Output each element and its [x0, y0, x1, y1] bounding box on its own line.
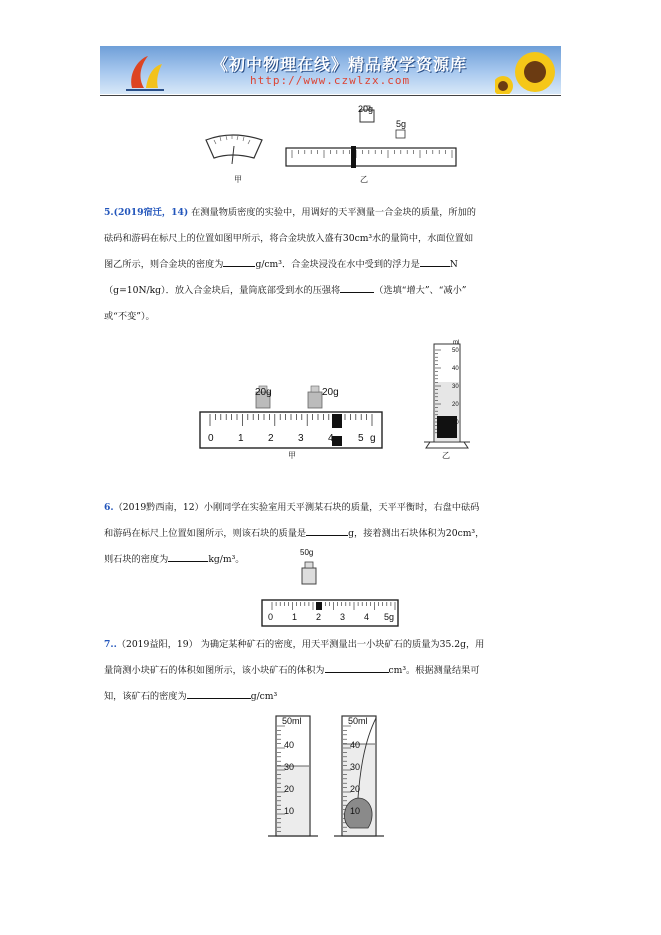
q5-text1: 在测量物质密度的实验中，用调好的天平测量一合金块的质量，所加的	[191, 207, 476, 218]
logo-icon	[122, 52, 168, 92]
q5-text3a: 图乙所示，则合金块的密度为	[104, 259, 224, 270]
q6-text2a: 和游码在标尺上位置如图所示，则该石块的质量是	[104, 528, 307, 539]
cyl5-label-10: 10	[452, 420, 459, 426]
weight-b-knob	[311, 386, 319, 392]
q5-blank-pressure[interactable]	[340, 282, 374, 293]
q6-source: （2019黔西南，12）	[113, 502, 204, 513]
weight-label-5g: 5g	[396, 119, 407, 129]
r7-label-30: 30	[350, 762, 361, 772]
q5-line3	[104, 252, 564, 278]
figure-top	[200, 104, 470, 190]
q5-source: (2019宿迁，14)	[113, 207, 189, 218]
q6-text3b: kg/m³。	[208, 554, 245, 565]
q6-line1	[104, 495, 564, 521]
figure-5-cylinder	[420, 338, 472, 462]
q7-number: 7..	[104, 639, 117, 650]
sunflower-icon	[495, 46, 561, 94]
q5-line2: 砝码和游码在标尺上的位置如图甲所示，将合金块放入盛有30cm³水的量筒中，水面位置如	[104, 233, 474, 244]
weight-a-label: 20g	[255, 387, 272, 398]
label-jia: 甲	[234, 175, 242, 184]
header-rule	[100, 95, 561, 96]
header-url[interactable]: http://www.czwlzx.com	[250, 74, 411, 87]
label-yi: 乙	[360, 175, 368, 184]
weight-50g	[302, 568, 316, 584]
q7-text2b: cm³。根据测量结果可	[388, 665, 480, 676]
cylinder-foot	[426, 442, 468, 448]
l7-label-40: 40	[284, 740, 295, 750]
scale-label-0: 0	[208, 433, 214, 444]
question-5	[104, 200, 564, 330]
r7-label-20: 20	[350, 784, 361, 794]
scale-label-g: g	[370, 433, 376, 444]
q7-blank-volume[interactable]	[325, 662, 389, 673]
l7-label-10: 10	[284, 806, 295, 816]
cyl5-label-50: 50	[452, 348, 459, 354]
cyl5-label-20: 20	[452, 402, 459, 408]
q7-text3b: g/cm³	[250, 691, 278, 702]
s6-label-2: 2	[316, 612, 322, 622]
s6-label-0: 0	[268, 612, 274, 622]
question-7	[104, 632, 564, 710]
rider-5-top	[332, 414, 342, 428]
q7-text2a: 量筒测小块矿石的体积如图所示，该小块矿石的体积为	[104, 665, 325, 676]
l7-label-50ml: 50ml	[282, 716, 302, 726]
scale-label-1: 1	[238, 433, 244, 444]
figure-6-balance-drawing	[260, 548, 402, 630]
q5-line5: 或“不变”）。	[104, 311, 155, 322]
cyl5-label-40: 40	[452, 366, 459, 372]
q7-source: （2019益阳，19）	[116, 639, 198, 650]
l7-label-30: 30	[284, 762, 295, 772]
label-jia-5: 甲	[288, 451, 296, 460]
cylinder-left	[268, 716, 318, 836]
q5-blank-density[interactable]	[223, 256, 255, 267]
l7-label-20: 20	[284, 784, 295, 794]
scale-label-2: 2	[268, 433, 274, 444]
cylinder-right	[334, 716, 384, 836]
ruler-6	[262, 600, 398, 626]
figure-6-balance	[260, 548, 402, 630]
header-banner	[100, 46, 561, 94]
q6-number: 6.	[104, 502, 114, 513]
scale-label-3: 3	[298, 433, 304, 444]
figure-5-cylinder-drawing	[420, 338, 472, 462]
q7-line1	[104, 632, 564, 658]
label-yi-5: 乙	[442, 451, 450, 460]
q5-text3b: g/cm³．合金块浸没在水中受到的浮力是	[255, 259, 420, 270]
weight-b	[308, 392, 322, 408]
q6-line2	[104, 521, 564, 547]
q7-text3a: 知，该矿石的密度为	[104, 691, 187, 702]
cyl5-label-ml: ml	[453, 340, 460, 346]
q5-line1	[104, 200, 564, 226]
q6-text2b: g，接着测出石块体积为20cm³，	[348, 528, 485, 539]
ruler-scale	[286, 148, 456, 166]
figure-5-balance	[198, 340, 388, 458]
water-left	[277, 766, 309, 835]
s6-label-5g: 5g	[384, 612, 395, 622]
weight-5g	[396, 130, 405, 138]
q5-number: 5.	[104, 207, 114, 218]
q7-line2	[104, 658, 564, 684]
s6-label-1: 1	[292, 612, 298, 622]
rider	[351, 146, 356, 168]
weight-50g-knob	[305, 562, 313, 568]
q5-text4b: （选填“增大”、“减小”	[374, 285, 467, 296]
q5-blank-buoyancy[interactable]	[420, 256, 450, 267]
q6-text1: 小刚同学在实验室用天平测某石块的质量，天平平衡时，右盘中砝码	[203, 502, 480, 513]
q5-text4a: （g=10N/kg）．放入合金块后，量筒底部受到水的压强将	[104, 285, 341, 296]
weight-b-label: 20g	[322, 387, 339, 398]
rider-6	[316, 602, 322, 610]
q5-line4	[104, 278, 564, 304]
figure-7-cylinders	[268, 712, 392, 844]
scale-label-5: 5	[358, 433, 364, 444]
figure-7-cylinders-drawing	[268, 712, 392, 844]
q5-text3c: N	[449, 259, 458, 270]
header-title: 《初中物理在线》精品教学资源库	[212, 55, 468, 74]
scale-label-4: 4	[328, 433, 334, 444]
r7-label-10: 10	[350, 806, 361, 816]
s6-label-3: 3	[340, 612, 346, 622]
q7-line3	[104, 684, 564, 710]
q6-blank-mass[interactable]	[306, 525, 348, 536]
r7-label-40: 40	[350, 740, 361, 750]
r7-label-50ml: 50ml	[348, 716, 368, 726]
weight-50g-label: 50g	[300, 548, 314, 557]
cyl5-label-30: 30	[452, 384, 459, 390]
q6-blank-density[interactable]	[168, 551, 208, 562]
weight-label-20g: 20g	[358, 104, 374, 114]
q7-blank-density[interactable]	[187, 688, 251, 699]
q7-text1: 为确定某种矿石的密度，用天平测量出一小块矿石的质量为35.2g，用	[200, 639, 485, 650]
s6-label-4: 4	[364, 612, 370, 622]
q6-text3a: 则石块的密度为	[104, 554, 169, 565]
